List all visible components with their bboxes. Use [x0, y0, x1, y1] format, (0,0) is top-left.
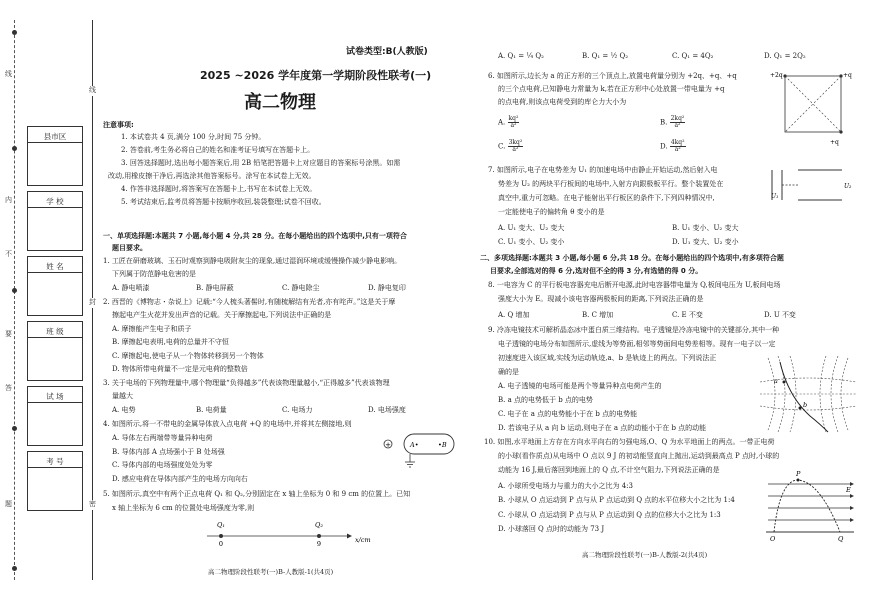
option[interactable]: B. Q₁ = ½ Q₂: [582, 52, 629, 60]
question-text: 的三个点电荷,已知静电力常量为 k,若在正方形中心处放置一带电量为 +q: [498, 85, 725, 93]
lens-field-figure: [758, 352, 858, 436]
option[interactable]: D. Q₁ = 2Q₂: [764, 52, 806, 60]
conductor-figure: [380, 428, 460, 472]
fig-label: 9: [316, 540, 322, 548]
field-exam-room[interactable]: [27, 386, 83, 446]
option[interactable]: D. 物体所带电荷量不一定是元电荷的整数倍: [112, 365, 248, 373]
notice-item: 2. 答卷前,考生务必将自己的姓名和准考证号填写在答题卡上。: [121, 146, 315, 154]
option[interactable]: A. Q₁ = ¼ Q₂: [498, 52, 544, 60]
seal-char: 封: [89, 298, 96, 306]
section-heading: 一、单项选择题:本题共 7 小题,每小题 4 分,共 28 分。在每小题给出的四个选项中,只有一项符合: [103, 232, 407, 240]
paper-type: 试卷类型:B(人教版): [346, 47, 428, 57]
option[interactable]: A. U₁ 变大、U₂ 变大: [498, 224, 565, 232]
option[interactable]: A. $\frac{\text{kq²}}{\text{a²}}$: [498, 115, 519, 129]
field-exam-number[interactable]: [27, 451, 83, 511]
option[interactable]: A. Q 增加: [498, 311, 530, 319]
question-text: 一定能使电子的偏转角 θ 变小的是: [498, 208, 605, 216]
question-text: 擦起电产生火花并发出声音的记载。关于摩擦起电,下列说法中正确的是: [112, 311, 332, 319]
option[interactable]: B. $\frac{\text{2kq²}}{\text{a²}}$: [660, 115, 685, 129]
notice-item: 改动,用橡皮擦干净后,再选涂其他答案标号。涂写在本试卷上无效。: [108, 172, 316, 180]
seal-dot: [12, 30, 17, 35]
fig-label: U₁: [771, 193, 779, 200]
notice-item: 5. 考试结束后,监考员将答题卡按顺序收回,装袋整理;试卷不回收。: [121, 198, 326, 206]
fig-label: U₂: [844, 183, 852, 190]
side-char: 答: [5, 384, 12, 392]
option[interactable]: D. U₁ 变大、U₂ 变小: [672, 238, 739, 246]
fig-label: Q₂: [315, 521, 323, 529]
question-text: 势差为 U₂ 的两块平行板间的电场中,入射方向跟极板平行。整个装置处在: [498, 180, 724, 188]
page-footer: 高二物理阶段性联考(一)B-人教版-1(共4页): [208, 568, 334, 576]
question-text: x 轴上坐标为 6 cm 的位置处电场强度为零,则: [112, 504, 255, 512]
question-text: 1. 工匠在研磨玻璃、玉石时观察到静电吸附灰尘的现象,通过湿润环境或缓慢操作减少静电影响。: [103, 257, 402, 265]
option[interactable]: B. 电荷量: [196, 406, 227, 414]
question-text: 初速度进入该区域,实线为运动轨迹,a、b 是轨迹上的两点。下列说法正: [498, 354, 717, 362]
question-text: 电子透镜的电场分布如图所示,虚线为等势面,相邻等势面间电势差相等。现有一电子以一定: [498, 340, 776, 348]
fig-label: +: [385, 441, 391, 449]
notice-item: 4. 作答非选择题时,将答案写在答题卡上,书写在本试卷上无效。: [121, 185, 317, 193]
exam-title: 2025 ~2026 学年度第一学期阶段性联考(一): [200, 69, 432, 82]
option[interactable]: D. 感应电荷在导体内部产生的电场方向向右: [112, 475, 248, 483]
section-heading: 题目要求。: [112, 244, 147, 252]
field-label: 学 校: [28, 195, 82, 208]
option[interactable]: B. 导体内部 A 点场强小于 B 处场强: [112, 448, 225, 456]
projectile-figure: [762, 466, 858, 542]
section-heading: 目要求,全部选对的得 6 分,选对但不全的得 3 分,有选错的得 0 分。: [490, 267, 703, 275]
seal-line-outer: [14, 20, 15, 580]
question-text: 的点电荷,则该点电荷受到的库仑力大小为: [498, 98, 627, 106]
option[interactable]: C. 摩擦起电,使电子从一个物体转移到另一个物体: [112, 352, 264, 360]
question-text: 强度大小为 E。现减小该电容器两极板间的距离,下列说法正确的是: [498, 295, 704, 303]
option[interactable]: C. 导体内部的电场强度处处为零: [112, 461, 213, 469]
question-text: 7. 如图所示,电子在电势差为 U₁ 的加速电场中由静止开始运动,然后射入电: [488, 166, 718, 174]
option[interactable]: B. C 增加: [582, 311, 614, 319]
question-text: 3. 关于电场的下列物理量中,哪个物理量“负得越多”代表该物理量越小,“正得越多”代表该物理: [103, 379, 390, 387]
question-text: 6. 如图所示,边长为 a 的正方形的三个顶点上,放置电荷量分别为 +2q、+q、+q: [488, 72, 737, 80]
question-text: 4. 如图所示,将一不带电的金属导体放入点电荷 +Q 的电场中,并将其左侧接地,则: [103, 420, 352, 428]
question-text: 5. 如图所示,真空中有两个正点电荷 Q₁ 和 Q₂,分别固定在 x 轴上坐标为 0 和 9 cm 的位置上。已知: [103, 490, 411, 498]
side-char: 线: [5, 70, 12, 78]
question-text: 动能为 16 J,最后落回到地面上的 Q 点,不计空气阻力,下列说法正确的是: [498, 466, 720, 474]
seal-dot: [12, 426, 17, 431]
seal-dot: [12, 146, 17, 151]
option[interactable]: C. U₁ 变小、U₂ 变小: [498, 238, 565, 246]
subject-title: 高二物理: [244, 92, 316, 113]
option[interactable]: B. U₁ 变小、U₂ 变大: [672, 224, 739, 232]
option[interactable]: D. $\frac{\text{4kq²}}{\text{a²}}$: [660, 139, 685, 153]
notice-heading: 注意事项:: [103, 121, 134, 129]
fig-label: E: [846, 486, 851, 494]
field-school[interactable]: [27, 191, 83, 251]
question-text: 确的是: [498, 368, 519, 376]
section-heading: 二、多项选择题:本题共 3 小题,每小题 6 分,共 18 分。在每小题给出的四个选项中,有多项符合题: [480, 254, 784, 262]
option[interactable]: A. 电势: [112, 406, 136, 414]
option[interactable]: C. 电子在 a 点的电势能小于在 b 点的电势能: [498, 410, 638, 418]
deflection-figure: [768, 160, 856, 206]
fig-label: Q: [838, 535, 844, 543]
seal-char: 线: [89, 86, 96, 94]
fig-label: b: [803, 401, 808, 409]
fig-label: +q: [830, 139, 839, 146]
option[interactable]: C. 电场力: [282, 406, 313, 414]
option[interactable]: A. 导体左右两端带等量异种电荷: [112, 434, 213, 442]
question-text: 的小球(看作质点)从电场中 O 点以 9 J 的初动能竖直向上抛出,运动到最高点 P 点时,小球的: [498, 452, 780, 460]
fig-label: 0: [218, 540, 224, 548]
option[interactable]: B. 摩擦起电表明,电荷的总量并不守恒: [112, 338, 229, 346]
notice-item: 3. 回答选择题时,选出每小题答案后,用 2B 铅笔把答题卡上对应题目的答案标号涂黑。如需: [121, 159, 401, 167]
fig-label: P: [796, 470, 801, 478]
field-name[interactable]: [27, 256, 83, 316]
side-char: 内: [5, 196, 12, 204]
side-char: 题: [5, 500, 12, 508]
square-figure: [770, 68, 850, 152]
option[interactable]: C. 小球从 O 点运动到 P 点与从 P 点运动到 Q 点的位移大小之比为 1:3: [498, 511, 721, 519]
option[interactable]: B. a 点的电势低于 b 点的电势: [498, 396, 593, 404]
side-char: 要: [5, 330, 12, 338]
option[interactable]: D. U 不变: [764, 311, 796, 319]
option[interactable]: C. Q₁ = 4Q₂: [672, 52, 714, 60]
page-footer: 高二物理阶段性联考(一)B-人教版-2(共4页): [582, 551, 708, 559]
fig-label: x/cm: [355, 536, 371, 544]
option[interactable]: A. 小球所受电场力与重力的大小之比为 4:3: [498, 482, 633, 490]
field-label: 班 级: [28, 325, 82, 338]
side-char: 不: [5, 250, 12, 258]
question-text: 真空中,重力可忽略。在电子能射出平行板区的条件下,下列四种情况中,: [498, 194, 715, 202]
fig-label: •B: [438, 441, 447, 449]
fig-label: +q: [843, 72, 852, 79]
notice-item: 1. 本试卷共 4 页,满分 100 分,时间 75 分钟。: [121, 133, 266, 141]
field-label: 县市区: [28, 130, 82, 143]
field-class[interactable]: [27, 321, 83, 381]
question-text: 2. 西晋的《博物志・杂说上》记载:“今人梳头著髻时,有随梳解结有光者,亦有咤声。”这是关于摩: [103, 298, 396, 306]
question-text: 10. 如图,水平地面上方存在方向水平向右的匀强电场,O、Q 为水平地面上的两点。一带正电荷: [484, 438, 775, 446]
field-county[interactable]: [27, 126, 83, 186]
option[interactable]: C. $\frac{\text{3kq²}}{\text{a²}}$: [498, 139, 523, 153]
option[interactable]: D. 若该电子从 a 向 b 运动,则电子在 a 点的动能小于在 b 点的动能: [498, 424, 707, 432]
question-text: 8. 一电容为 C 的平行板电容器充电后断开电源,此时电容器带电量为 Q,板间电压为 U,板间电场: [488, 281, 781, 289]
question-text: 9. 冷冻电镜技术可解析晶态冰中蛋白质三维结构。电子透镜是冷冻电镜中的关键部分,其中一种: [488, 326, 780, 334]
fig-label: a: [774, 377, 778, 385]
option[interactable]: B. 小球从 O 点运动到 P 点与从 P 点运动到 Q 点的水平位移大小之比为 1:4: [498, 496, 735, 504]
binding-strip: [0, 0, 100, 597]
field-label: 考 号: [28, 455, 82, 468]
fig-label: O: [770, 535, 776, 543]
option[interactable]: A. 电子透镜的电场可能是两个等量异种点电荷产生的: [498, 382, 662, 390]
seal-dot: [12, 288, 17, 293]
question-text: 量越大: [112, 392, 133, 400]
field-label: 试 场: [28, 390, 82, 403]
option[interactable]: D. 小球落回 Q 点时的动能为 73 J: [498, 525, 605, 533]
fig-label: A•: [410, 441, 419, 449]
option[interactable]: A. 摩擦能产生电子和质子: [112, 325, 192, 333]
option[interactable]: C. 静电除尘: [282, 284, 320, 292]
option[interactable]: D. 电场强度: [368, 406, 406, 414]
seal-char: 密: [89, 500, 96, 508]
fig-label: Q₁: [217, 521, 225, 529]
seal-dot: [12, 566, 17, 571]
option[interactable]: D. 静电复印: [368, 284, 406, 292]
option[interactable]: C. E 不变: [672, 311, 703, 319]
question-text: 下列属于防范静电危害的是: [112, 270, 196, 278]
axis-figure: [205, 518, 375, 552]
option[interactable]: B. 静电屏蔽: [196, 284, 234, 292]
option[interactable]: A. 静电喷漆: [112, 284, 150, 292]
fig-label: +2q: [770, 72, 783, 79]
field-label: 姓 名: [28, 260, 82, 273]
